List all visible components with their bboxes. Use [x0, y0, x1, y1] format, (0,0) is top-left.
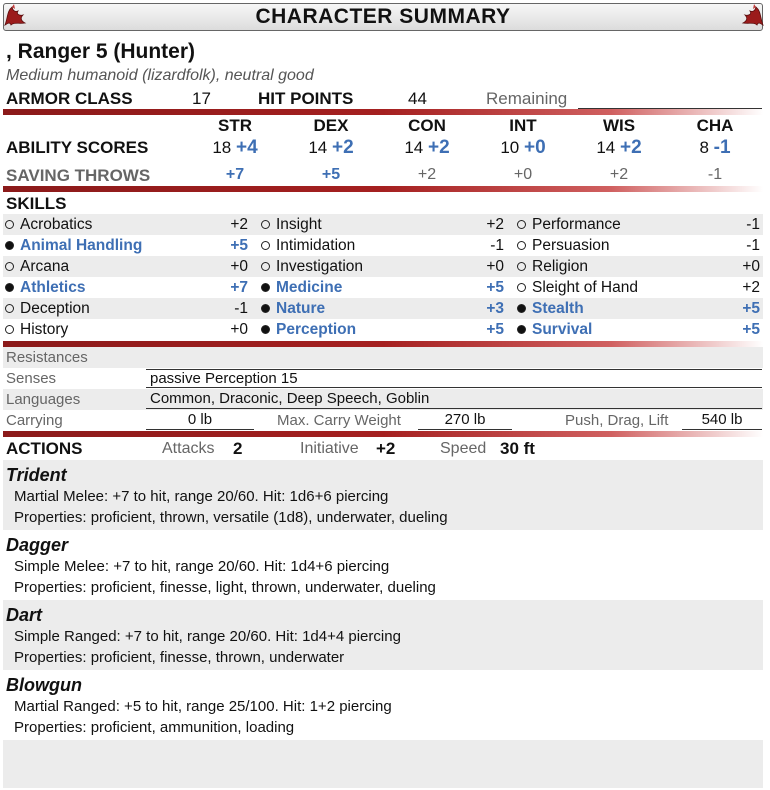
skill-value: +7 — [230, 278, 248, 296]
proficiency-empty-icon — [5, 262, 14, 271]
action-attack-line: Martial Ranged: +5 to hit, range 25/100. Hit: 1+2 piercing — [14, 698, 392, 715]
ability-header-con: CON — [408, 116, 446, 135]
proficiency-empty-icon — [517, 220, 526, 229]
skill-value: +5 — [742, 299, 760, 317]
section-divider — [3, 109, 763, 115]
proficiency-empty-icon — [261, 241, 270, 250]
skill-name: Religion — [532, 257, 589, 275]
skill-name: Insight — [276, 215, 322, 233]
proficiency-empty-icon — [261, 262, 270, 271]
armor-class-label: ARMOR CLASS — [6, 89, 133, 108]
action-name: Dart — [6, 605, 43, 625]
resistances-label: Resistances — [6, 349, 88, 366]
action-attack-line: Simple Melee: +7 to hit, range 20/60. Hit: 1d4+6 piercing — [14, 558, 390, 575]
action-attack-line: Simple Ranged: +7 to hit, range 20/60. Hit: 1d4+4 piercing — [14, 628, 401, 645]
proficiency-filled-icon — [261, 283, 270, 292]
skill-value: +5 — [230, 236, 248, 254]
remaining-label: Remaining — [486, 89, 568, 108]
skill-name: Arcana — [20, 257, 70, 275]
skill-name: History — [20, 320, 69, 338]
proficiency-filled-icon — [261, 325, 270, 334]
proficiency-filled-icon — [517, 325, 526, 334]
ability-scores-label: ABILITY SCORES — [6, 138, 149, 157]
character-name: , Ranger 5 (Hunter) — [6, 40, 196, 63]
senses-value: passive Perception 15 — [146, 369, 762, 388]
skill-value: -1 — [234, 299, 248, 317]
ability-score-int: 10 +0 — [500, 137, 546, 158]
skill-name: Medicine — [276, 278, 343, 296]
action-properties-line: Properties: proficient, thrown, versatile (1d8), underwater, dueling — [14, 509, 448, 526]
carrying-label: Carrying — [6, 412, 63, 429]
skill-value: +3 — [486, 299, 504, 317]
saving-throw-wis: +2 — [609, 166, 629, 183]
skill-row — [261, 319, 504, 340]
skill-value: +2 — [486, 215, 504, 233]
max-carry-value: 270 lb — [418, 411, 512, 430]
skill-row — [5, 214, 248, 235]
saving-throw-int: +0 — [513, 166, 533, 183]
skill-name: Nature — [276, 299, 326, 317]
initiative-label: Initiative — [300, 440, 359, 457]
senses-label: Senses — [6, 370, 57, 387]
ability-header-str: STR — [218, 116, 252, 135]
skill-name: Acrobatics — [20, 215, 93, 233]
skill-value: -1 — [746, 215, 760, 233]
action-attack-line: Martial Melee: +7 to hit, range 20/60. Hit: 1d6+6 piercing — [14, 488, 389, 505]
proficiency-empty-icon — [5, 325, 14, 334]
armor-class-value: 17 — [192, 89, 211, 108]
skill-value: +2 — [742, 278, 760, 296]
proficiency-empty-icon — [5, 220, 14, 229]
skills-label: SKILLS — [6, 194, 67, 213]
skill-name: Survival — [532, 320, 593, 338]
proficiency-filled-icon — [5, 241, 14, 250]
skill-row — [517, 277, 760, 298]
skill-row — [517, 319, 760, 340]
skill-name: Intimidation — [276, 236, 356, 254]
languages-label: Languages — [6, 391, 81, 408]
skill-name: Sleight of Hand — [532, 278, 638, 296]
title-bar — [3, 3, 763, 31]
action-item — [6, 465, 448, 526]
skill-row — [261, 277, 504, 298]
carrying-value: 0 lb — [146, 411, 254, 430]
saving-throws-label: SAVING THROWS — [6, 166, 151, 185]
skill-row — [261, 235, 504, 256]
action-item — [6, 675, 392, 736]
proficiency-empty-icon — [517, 283, 526, 292]
skill-name: Athletics — [20, 278, 86, 296]
skill-value: -1 — [490, 236, 504, 254]
skill-row — [517, 298, 760, 319]
speed-label: Speed — [440, 440, 487, 457]
skill-row — [517, 235, 760, 256]
ability-score-str: 18 +4 — [212, 137, 258, 158]
saving-throw-str: +7 — [225, 166, 245, 183]
skill-row — [5, 256, 248, 277]
skill-row — [261, 256, 504, 277]
action-item — [6, 535, 436, 596]
skill-name: Deception — [20, 299, 90, 317]
skill-value: +0 — [230, 257, 248, 275]
speed-value: 30 ft — [500, 439, 535, 458]
actions-label: ACTIONS — [6, 439, 83, 458]
skill-name: Investigation — [276, 257, 364, 275]
ability-header-int: INT — [509, 116, 537, 135]
dragon-emblem-icon — [740, 3, 766, 29]
skill-row — [5, 235, 248, 256]
skill-row — [261, 214, 504, 235]
action-item — [6, 605, 401, 666]
push-drag-lift-value: 540 lb — [682, 411, 762, 430]
skill-value: -1 — [746, 236, 760, 254]
proficiency-empty-icon — [517, 262, 526, 271]
skill-value: +0 — [230, 320, 248, 338]
skill-row — [517, 256, 760, 277]
skill-value: +5 — [486, 320, 504, 338]
hit-points-label: HIT POINTS — [258, 89, 354, 108]
action-properties-line: Properties: proficient, finesse, light, thrown, underwater, dueling — [14, 579, 436, 596]
action-name: Dagger — [6, 535, 69, 555]
skill-value: +0 — [486, 257, 504, 275]
attacks-label: Attacks — [162, 440, 215, 457]
hit-points-value: 44 — [408, 89, 427, 108]
dragon-emblem-icon — [2, 3, 28, 29]
character-subtitle: Medium humanoid (lizardfolk), neutral good — [6, 67, 314, 84]
skill-value: +0 — [742, 257, 760, 275]
skill-name: Performance — [532, 215, 621, 233]
saving-throw-cha: -1 — [707, 166, 723, 183]
ability-header-wis: WIS — [602, 116, 636, 135]
attacks-value: 2 — [233, 439, 243, 458]
proficiency-filled-icon — [261, 304, 270, 313]
proficiency-filled-icon — [517, 304, 526, 313]
skill-name: Perception — [276, 320, 357, 338]
skill-row — [517, 214, 760, 235]
saving-throw-dex: +5 — [321, 166, 341, 183]
skill-value: +2 — [230, 215, 248, 233]
skill-name: Animal Handling — [20, 236, 143, 254]
ability-header-cha: CHA — [696, 116, 734, 135]
skill-row — [5, 298, 248, 319]
skill-value: +5 — [486, 278, 504, 296]
skill-name: Persuasion — [532, 236, 610, 254]
proficiency-empty-icon — [5, 304, 14, 313]
skill-name: Stealth — [532, 299, 584, 317]
proficiency-empty-icon — [261, 220, 270, 229]
section-divider — [3, 186, 763, 192]
page-title: CHARACTER SUMMARY — [255, 5, 511, 28]
skill-row — [5, 319, 248, 340]
skill-row — [5, 277, 248, 298]
push-drag-lift-label: Push, Drag, Lift — [565, 412, 669, 429]
action-name: Blowgun — [6, 675, 82, 695]
ability-header-dex: DEX — [313, 116, 349, 135]
initiative-value: +2 — [376, 439, 396, 458]
skill-row — [261, 298, 504, 319]
proficiency-empty-icon — [517, 241, 526, 250]
section-divider — [3, 431, 763, 437]
ability-score-wis: 14 +2 — [596, 137, 642, 158]
languages-value: Common, Draconic, Deep Speech, Goblin — [146, 390, 762, 409]
remaining-field[interactable] — [578, 89, 762, 109]
proficiency-filled-icon — [5, 283, 14, 292]
ability-score-dex: 14 +2 — [308, 137, 354, 158]
action-properties-line: Properties: proficient, finesse, thrown, underwater — [14, 649, 345, 666]
ability-score-con: 14 +2 — [404, 137, 450, 158]
max-carry-label: Max. Carry Weight — [277, 412, 401, 429]
action-properties-line: Properties: proficient, ammunition, loading — [14, 719, 295, 736]
action-name: Trident — [6, 465, 67, 485]
saving-throw-con: +2 — [417, 166, 437, 183]
ability-score-cha: 8 -1 — [699, 137, 731, 158]
skill-value: +5 — [742, 320, 760, 338]
